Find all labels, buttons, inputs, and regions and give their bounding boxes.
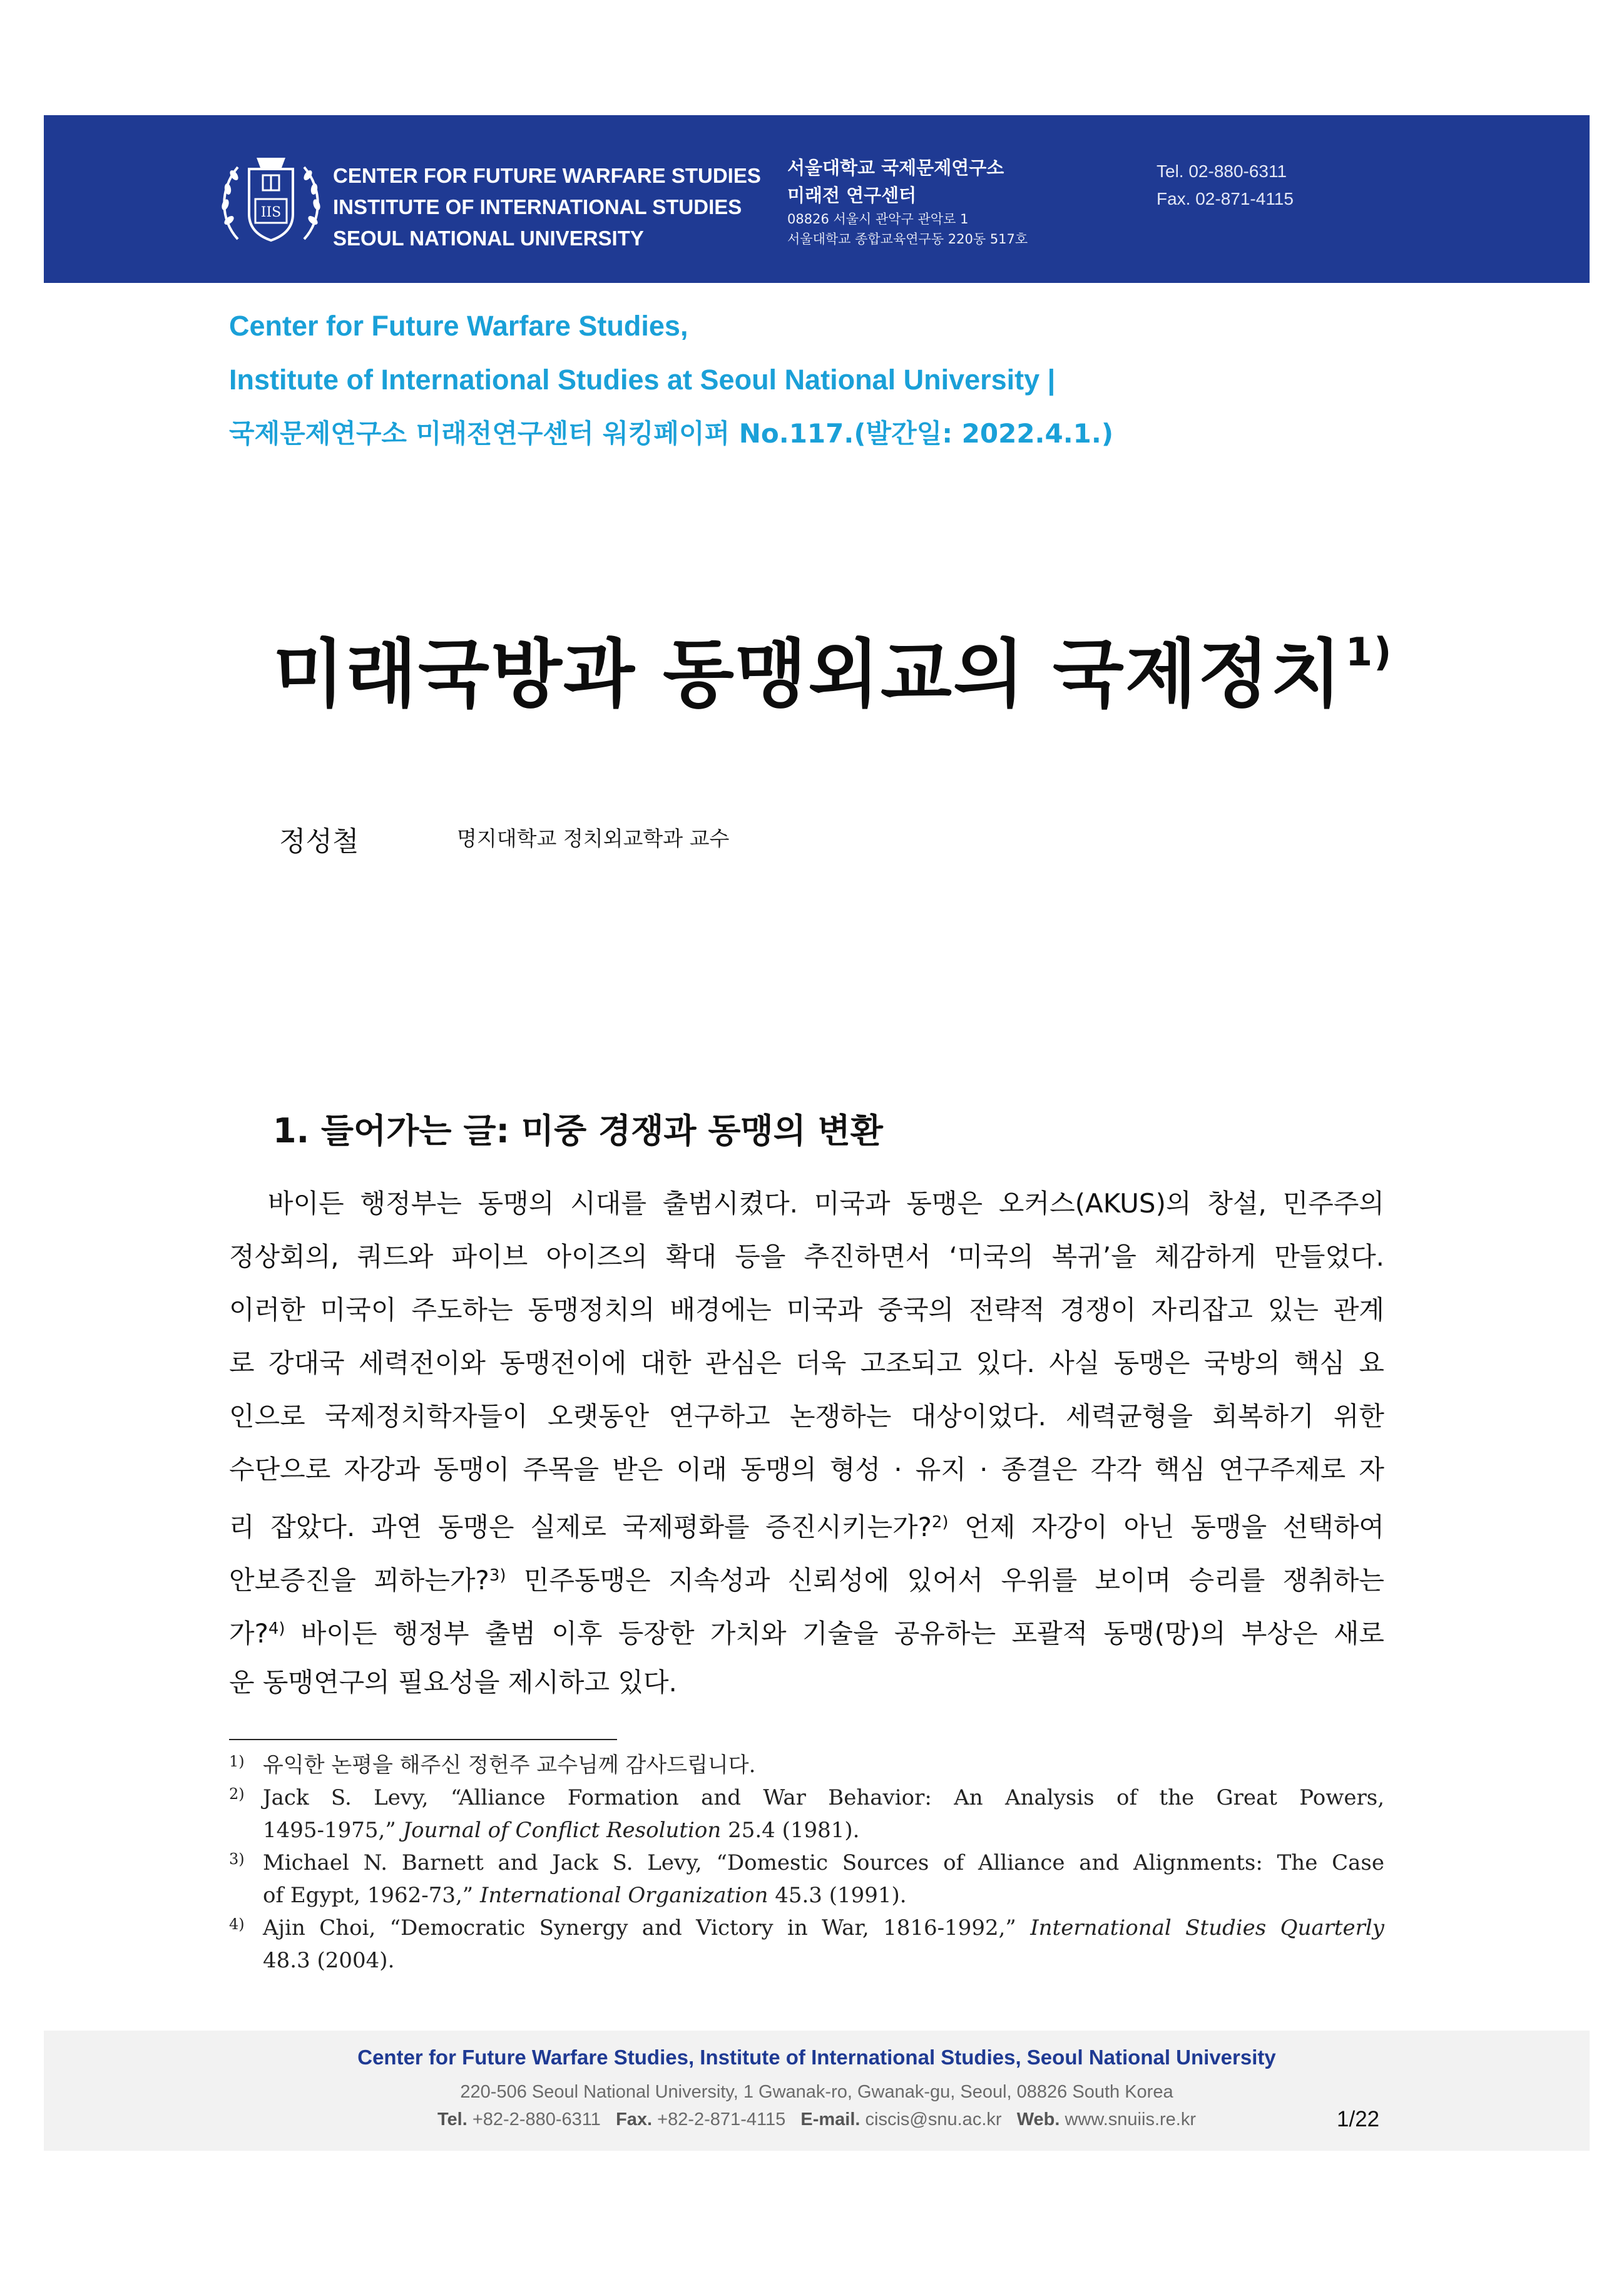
header-contact xyxy=(1157,158,1294,213)
footnote-number: 3) xyxy=(229,1850,245,1868)
footnote-text: 48.3 (2004). xyxy=(263,1948,395,1973)
paragraph-text: 리 잡았다. 과연 동맹은 실제로 국제평화를 증진시키는가? xyxy=(229,1512,932,1542)
footnote-journal: Journal of Conflict Resolution xyxy=(402,1818,722,1843)
paragraph-line: 인으로 국제정치학자들이 오랫동안 연구하고 논쟁하는 대상이었다. 세력균형을 회복하기 위한 xyxy=(229,1401,1384,1432)
footnote-text-part: 45.3 (1991). xyxy=(775,1883,907,1908)
footer-address: 220-506 Seoul National University, 1 Gwanak-ro, Gwanak-gu, Seoul, 08826 South Korea xyxy=(460,2082,1173,2102)
footnote-text-part: 1495-1975,” xyxy=(263,1818,396,1843)
body-paragraph xyxy=(229,1177,1384,1709)
footnote-number: 4) xyxy=(229,1915,245,1933)
footnote-journal: International Organization xyxy=(479,1883,769,1908)
footnote-text: Michael N. Barnett and Jack S. Levy, “Domestic Sources of Alliance and Alignments: The Case xyxy=(263,1850,1384,1875)
footer-email-label: E-mail. xyxy=(800,2109,861,2129)
footnote-number: 2) xyxy=(229,1785,245,1803)
page-number: 1/22 xyxy=(1337,2107,1380,2131)
footnote-text-part: of Egypt, 1962-73,” xyxy=(263,1883,474,1908)
footer-fax-label: Fax. xyxy=(616,2109,653,2129)
footer-fax: +82-2-871-4115 xyxy=(657,2109,786,2129)
footer-email-link[interactable]: ciscis@snu.ac.kr xyxy=(865,2109,1002,2129)
paragraph-text: 가? xyxy=(229,1618,268,1649)
paragraph-line: 바이든 행정부는 동맹의 시대를 출범시켰다. 미국과 동맹은 오커스(AKUS)의 창설, 민주주의 xyxy=(268,1188,1384,1219)
footnote-1 xyxy=(229,1749,1384,1781)
footnote-text xyxy=(263,1814,1384,1847)
paragraph-text: 민주동맹은 지속성과 신뢰성에 있어서 우위를 보이며 승리를 쟁취하는 xyxy=(506,1565,1384,1596)
paragraph-line xyxy=(229,1549,1384,1602)
paragraph-line xyxy=(229,1496,1384,1549)
footnotes xyxy=(229,1749,1384,1977)
paper-title-text: 미래국방과 동맹외교의 국제정치 xyxy=(273,631,1343,717)
footnote-ref-2[interactable]: 2) xyxy=(931,1513,949,1532)
footnote-ref-3[interactable]: 3) xyxy=(489,1566,506,1585)
header-band xyxy=(44,115,1590,283)
footnote-text: Jack S. Levy, “Alliance Formation and War Behavior: An Analysis of the Great Powers, xyxy=(263,1785,1384,1810)
footnote-text: 유익한 논평을 해주신 정헌주 교수님께 감사드립니다. xyxy=(263,1753,756,1778)
header-tel: Tel. 02-880-6311 xyxy=(1157,161,1287,181)
footnote-2 xyxy=(229,1781,1384,1847)
svg-text:IIS: IIS xyxy=(260,205,282,220)
footer-tel-label: Tel. xyxy=(437,2109,467,2129)
header-address-line: 서울대학교 종합교육연구동 220동 517호 xyxy=(787,232,1028,247)
paragraph-line: 운 동맹연구의 필요성을 제시하고 있다. xyxy=(229,1667,677,1698)
header-en-line: SEOUL NATIONAL UNIVERSITY xyxy=(333,227,644,250)
subheader-line-2: Institute of International Studies at Seoul National University | xyxy=(229,364,1056,396)
section-heading: 1. 들어가는 글: 미중 경쟁과 동맹의 변환 xyxy=(273,1111,883,1151)
paragraph-line: 이러한 미국이 주도하는 동맹정치의 배경에는 미국과 중국의 전략적 경쟁이 자리잡고 있는 관계 xyxy=(229,1294,1384,1325)
author-affiliation: 명지대학교 정치외교학과 교수 xyxy=(457,826,730,851)
footnote-ref-4[interactable]: 4) xyxy=(268,1619,285,1638)
footnote-text xyxy=(263,1879,1384,1912)
header-en-line: CENTER FOR FUTURE WARFARE STUDIES xyxy=(333,164,761,187)
header-kr-center: 미래전 연구센터 xyxy=(787,185,917,206)
footnote-number: 1) xyxy=(229,1753,245,1770)
footer-web-label: Web. xyxy=(1016,2109,1060,2129)
paragraph-text: 바이든 행정부 출범 이후 등장한 가치와 기술을 공유하는 포괄적 동맹(망)의 부상은 새로 xyxy=(285,1618,1384,1649)
footer-tel: +82-2-880-6311 xyxy=(472,2109,601,2129)
title-footnote-ref[interactable]: 1) xyxy=(1346,629,1393,675)
header-fax: Fax. 02-871-4115 xyxy=(1157,189,1294,208)
paragraph-line: 수단으로 자강과 동맹이 주목을 받은 이래 동맹의 형성 · 유지 · 종결은 각각 핵심 연구주제로 자 xyxy=(229,1454,1384,1485)
footnote-journal: International Studies Quarterly xyxy=(1030,1915,1385,1940)
header-kr-name: 서울대학교 국제문제연구소 xyxy=(787,157,1004,178)
footnote-text-part: 25.4 (1981). xyxy=(728,1818,860,1843)
paragraph-text: 안보증진을 꾀하는가? xyxy=(229,1565,489,1596)
paragraph-line xyxy=(229,1602,1384,1656)
working-paper-subheader xyxy=(229,299,1113,461)
header-institution-korean xyxy=(787,154,1028,249)
header-institution-english xyxy=(333,160,761,254)
footnote-text xyxy=(263,1912,1384,1944)
header-address-line: 08826 서울시 관악구 관악로 1 xyxy=(787,212,969,227)
footnote-4 xyxy=(229,1912,1384,1977)
paragraph-line: 로 강대국 세력전이와 동맹전이에 대한 관심은 더욱 고조되고 있다. 사실 동맹은 국방의 핵심 요 xyxy=(229,1348,1384,1378)
subheader-line-1: Center for Future Warfare Studies, xyxy=(229,310,688,342)
paper-title xyxy=(273,615,1392,721)
footnote-3 xyxy=(229,1847,1384,1912)
footer-web-link[interactable]: www.snuiis.re.kr xyxy=(1065,2109,1197,2129)
page-footer xyxy=(44,2031,1590,2151)
footnote-text-part: Ajin Choi, “Democratic Synergy and Victory in War, 1816-1992,” xyxy=(263,1915,1016,1940)
paragraph-text: 언제 자강이 아닌 동맹을 선택하여 xyxy=(948,1512,1384,1542)
paragraph-line: 정상회의, 쿼드와 파이브 아이즈의 확대 등을 추진하면서 ‘미국의 복귀’을 체감하게 만들었다. xyxy=(229,1241,1384,1272)
snu-iis-logo xyxy=(213,145,329,253)
author-name: 정성철 xyxy=(279,826,359,858)
subheader-series-info: 국제문제연구소 미래전연구센터 워킹페이퍼 No.117.(발간일: 2022.4.1.) xyxy=(229,418,1114,449)
header-en-line: INSTITUTE OF INTERNATIONAL STUDIES xyxy=(333,195,742,218)
footnote-divider xyxy=(229,1739,617,1740)
footer-institution: Center for Future Warfare Studies, Institute of International Studies, Seoul National University xyxy=(357,2046,1276,2069)
